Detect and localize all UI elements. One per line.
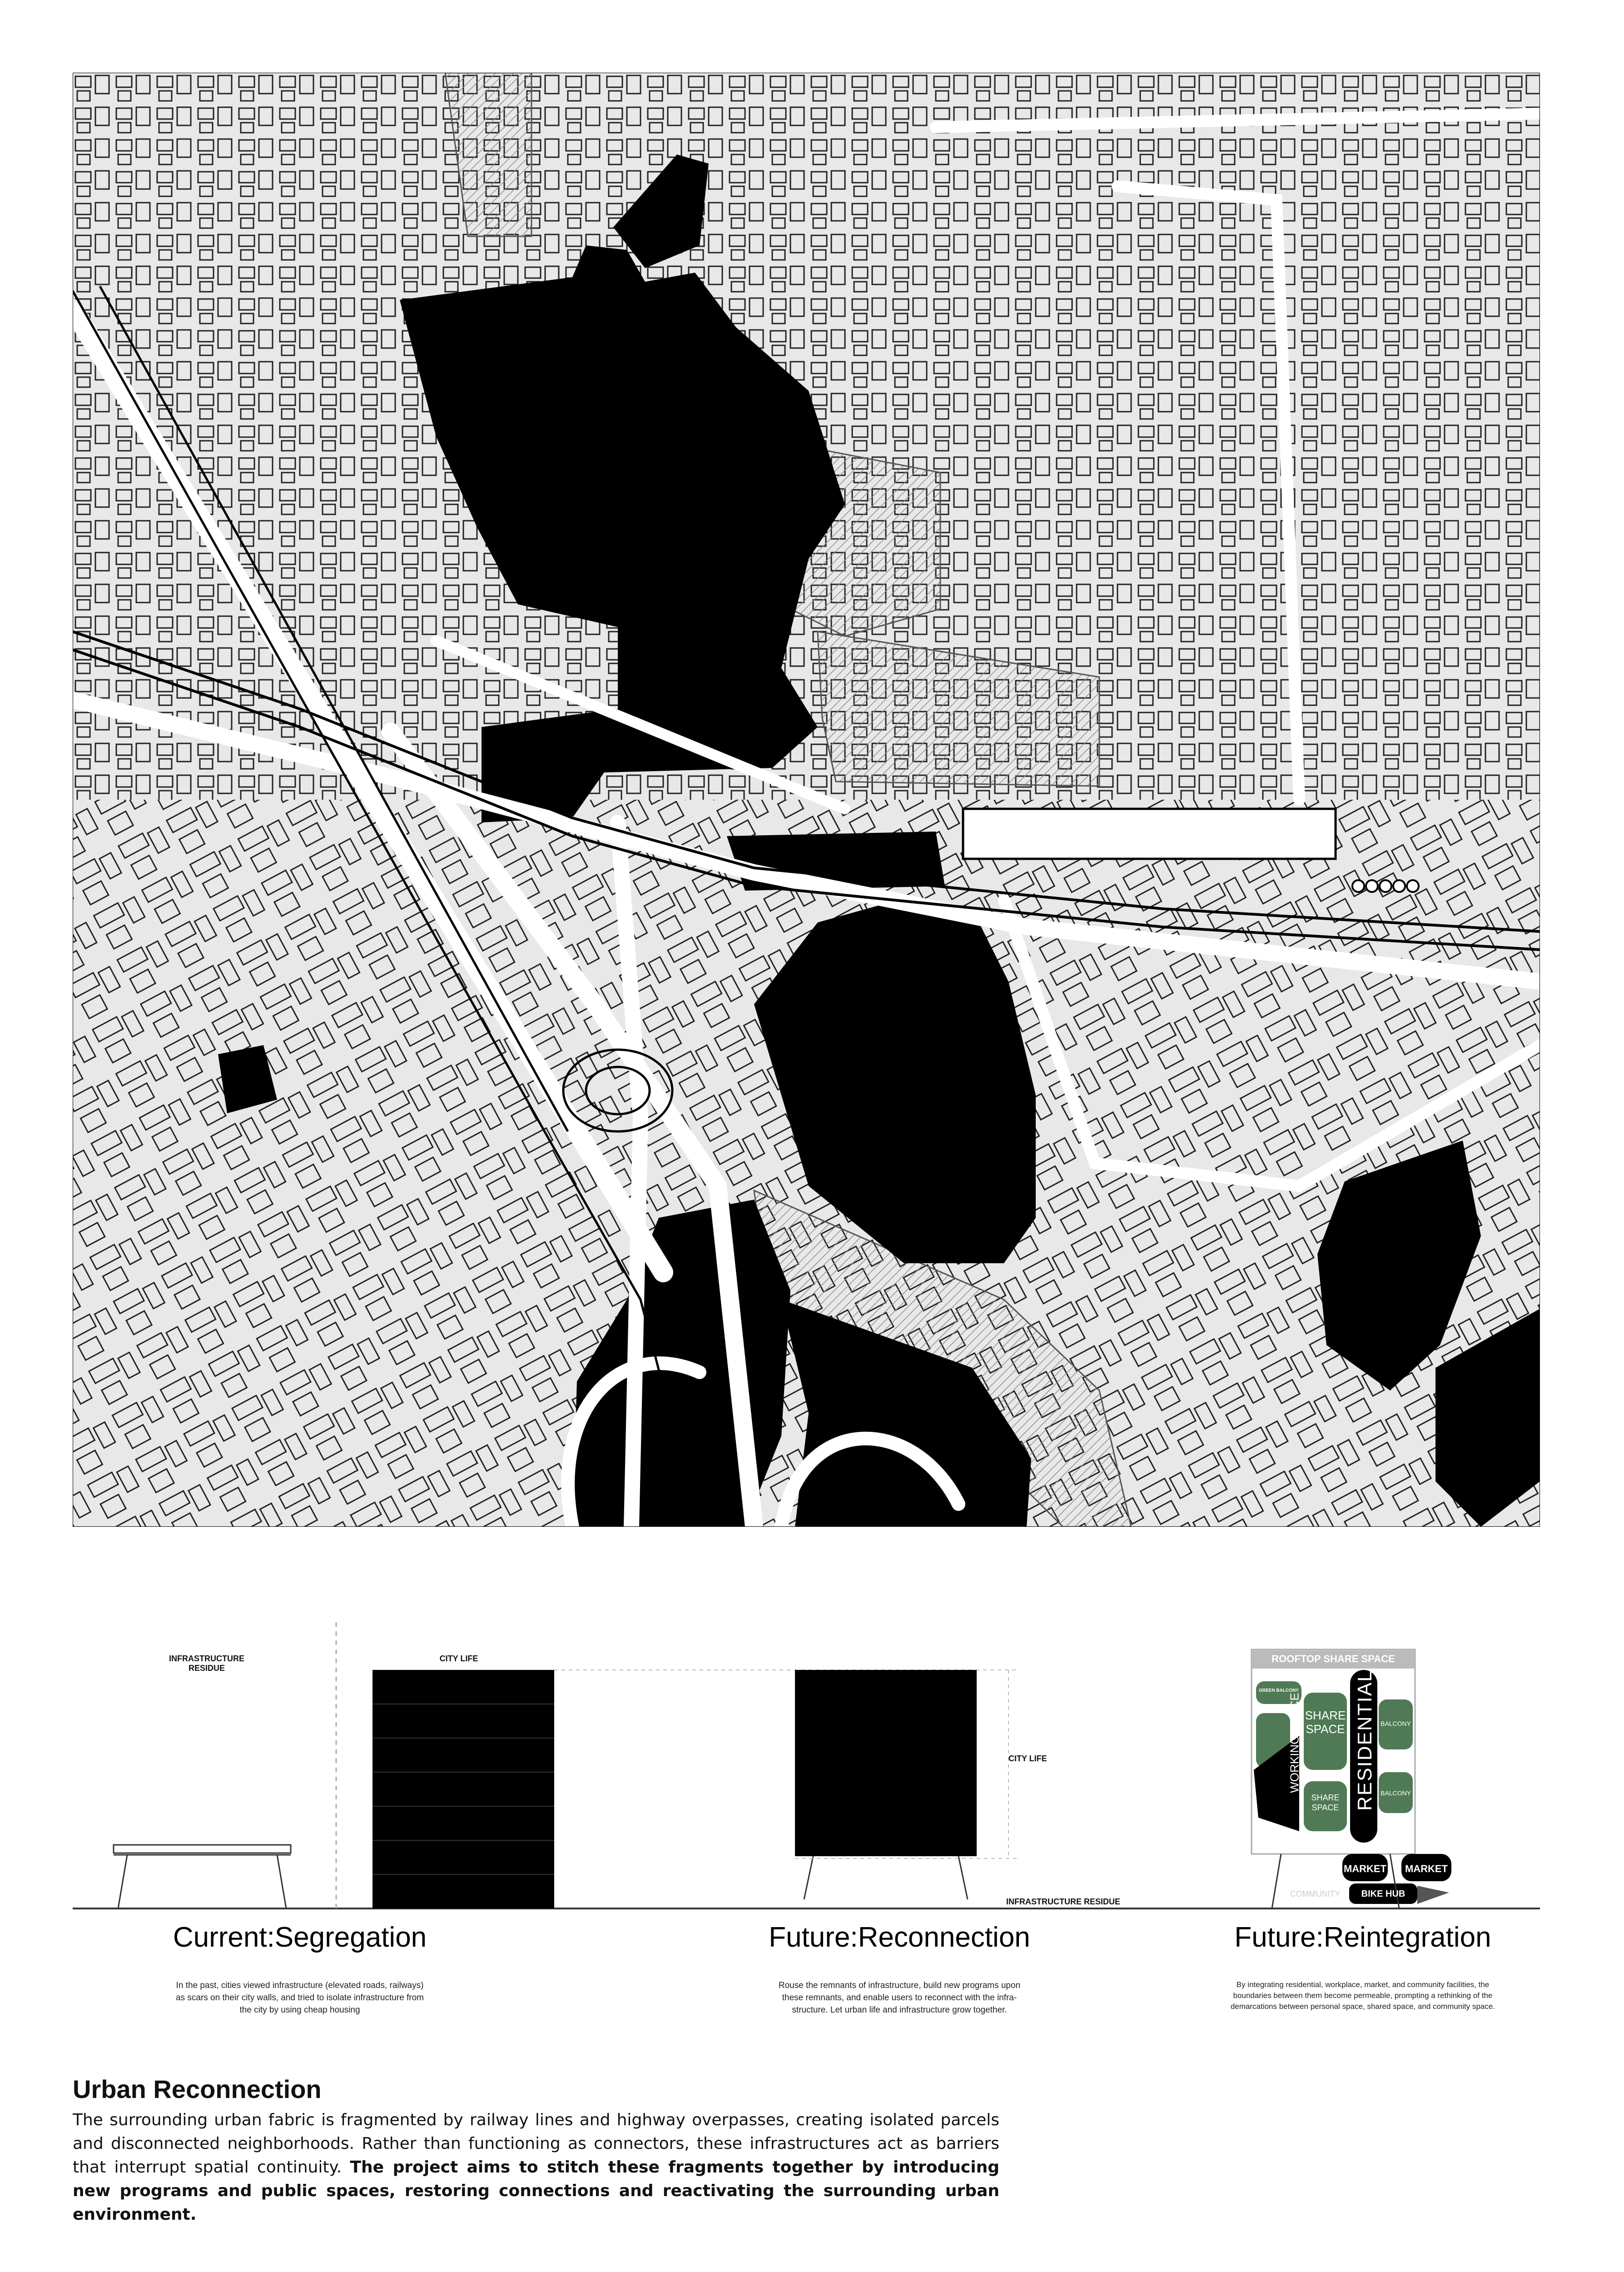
body-text-plain: The surrounding urban fabric is fragmented by railway lines and highway overpasses, creating isolated parcels and disconnected neighborhoods. Rather than functioning as connectors, these infrastructures act as barriers that interrupt spatial continuity.: [73, 2111, 999, 2177]
current-bridge-icon: [114, 1845, 291, 1908]
label-infrastructure-residue-2: INFRASTRUCTURE RESIDUE: [1006, 1897, 1121, 1906]
caption-current-segregation: In the past, cities viewed infrastructure (elevated roads, railways) as scars on their city walls, and tried to isolate infrastructure from the city by using cheap housing: [176, 1981, 424, 2015]
label-rooftop: ROOFTOP SHARE SPACE: [1271, 1653, 1395, 1664]
hand-sketch: [1045, 2249, 1545, 2272]
station-markers: [1352, 880, 1419, 892]
caption-future-reintegration: By integrating residential, workplace, market, and community facilities, the boundaries between them become permeable, prompting a rethinking of the demarcations between personal space, shared space, and community space.: [1230, 1980, 1495, 2011]
label-community: COMMUNITY: [1290, 1889, 1341, 1898]
concept-diagrams: [73, 1618, 1540, 1918]
body-paragraph: [73, 2108, 999, 2227]
title-future-reintegration: Future:Reintegration: [1234, 1922, 1491, 1953]
label-balcony-2: BALCONY: [1381, 1789, 1411, 1797]
label-market-1: MARKET: [1343, 1863, 1387, 1874]
current-city-life-block: [372, 1670, 554, 1908]
label-working-space: WORKING SPACE: [1287, 1693, 1301, 1793]
label-infrastructure-residue-1: INFRASTRUCTURE RESIDUE: [169, 1654, 244, 1673]
label-bike-hub: BIKE HUB: [1361, 1889, 1405, 1899]
label-balcony-1: BALCONY: [1381, 1720, 1411, 1727]
title-current-segregation: Current:Segregation: [173, 1922, 427, 1953]
label-share-space-1: SHARE SPACE: [1305, 1709, 1346, 1736]
title-future-reconnection: Future:Reconnection: [769, 1922, 1030, 1953]
caption-future-reconnection: Rouse the remnants of infrastructure, build new programs upon these remnants, and enable users to reconnect with the infra- structure. Let urban life and infrastructure grow together.: [778, 1981, 1021, 2015]
label-city-life-1: CITY LIFE: [439, 1654, 478, 1663]
label-residential: RESIDENTIAL: [1354, 1669, 1376, 1811]
site-plan-map: [73, 73, 1540, 1527]
label-market-2: MARKET: [1405, 1863, 1448, 1874]
section-heading: Urban Reconnection: [73, 2075, 322, 2103]
station-platform: [963, 809, 1336, 859]
label-city-life-2: CITY LIFE: [1008, 1754, 1047, 1763]
body-text-bold: The project aims to stitch these fragments together by introducing new programs and public spaces, restoring connections and reactivating the surrounding urban environment.: [73, 2158, 999, 2224]
label-green-balcony: GREEN BALCONY: [1259, 1688, 1299, 1693]
label-share-space-2: SHARE SPACE: [1311, 1793, 1340, 1812]
reconnection-diagram: [554, 1670, 1018, 1899]
